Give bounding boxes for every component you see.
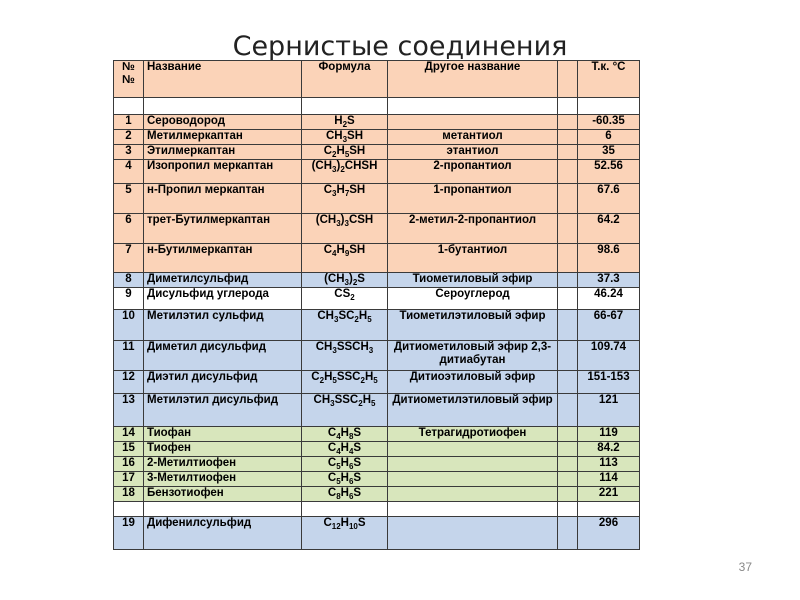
boiling-point-cell: 37.3	[578, 273, 640, 288]
name-cell	[144, 502, 302, 517]
name-cell: Диэтил дисульфид	[144, 371, 302, 394]
boiling-point-cell: 121	[578, 394, 640, 427]
other-name-cell	[388, 115, 558, 130]
other-name-cell	[388, 502, 558, 517]
boiling-point-cell: 66-67	[578, 310, 640, 341]
compounds-table	[113, 60, 640, 550]
name-cell: Тиофен	[144, 442, 302, 457]
other-name-cell: Сероуглерод	[388, 288, 558, 310]
num-cell: 8	[114, 273, 144, 288]
table-row	[114, 273, 640, 288]
spacer-cell	[558, 145, 578, 160]
header-spacer-cell	[558, 61, 578, 98]
formula-cell: $C_{12}H_{10}S$	[302, 517, 388, 550]
other-name-cell: Тиометиловый эфир	[388, 273, 558, 288]
spacer-cell	[558, 472, 578, 487]
formula-cell: $CH_3SC_2H_5$	[302, 310, 388, 341]
name-cell: 3-Метилтиофен	[144, 472, 302, 487]
boiling-point-cell: 109.74	[578, 341, 640, 371]
table-row	[114, 115, 640, 130]
slide-title: Сернистые соединения	[232, 31, 568, 62]
spacer-cell	[558, 371, 578, 394]
table-row	[114, 427, 640, 442]
name-cell: трет-Бутилмеркаптан	[144, 214, 302, 244]
num-cell: 3	[114, 145, 144, 160]
num-cell: 15	[114, 442, 144, 457]
spacer-cell	[558, 160, 578, 184]
other-name-cell: 2-пропантиол	[388, 160, 558, 184]
other-name-cell: Тиометилэтиловый эфир	[388, 310, 558, 341]
table-row	[114, 288, 640, 310]
name-cell: Сероводород	[144, 115, 302, 130]
other-name-cell	[388, 487, 558, 502]
table-row	[114, 214, 640, 244]
formula-cell: $CH_3SH$	[302, 130, 388, 145]
num-cell: 7	[114, 244, 144, 273]
table-row	[114, 184, 640, 214]
formula-cell: $(CH_3)_2CHSH$	[302, 160, 388, 184]
num-cell: 5	[114, 184, 144, 214]
formula-cell: $CS_2$	[302, 288, 388, 310]
spacer-cell	[558, 214, 578, 244]
table-row	[114, 244, 640, 273]
name-cell: Диметил дисульфид	[144, 341, 302, 371]
name-cell: Метилэтил сульфид	[144, 310, 302, 341]
table-row	[114, 394, 640, 427]
table-row	[114, 442, 640, 457]
formula-cell	[302, 502, 388, 517]
num-cell: 9	[114, 288, 144, 310]
num-cell: 12	[114, 371, 144, 394]
formula-cell: $C_5H_6S$	[302, 472, 388, 487]
name-cell: н-Пропил меркаптан	[144, 184, 302, 214]
other-name-cell	[388, 517, 558, 550]
num-cell	[114, 98, 144, 115]
table-row	[114, 517, 640, 550]
num-cell: 11	[114, 341, 144, 371]
name-cell: Метилмеркаптан	[144, 130, 302, 145]
boiling-point-cell: 46.24	[578, 288, 640, 310]
boiling-point-cell: 114	[578, 472, 640, 487]
formula-cell: $C_5H_6S$	[302, 457, 388, 472]
other-name-cell: Дитиометилэтиловый эфир	[388, 394, 558, 427]
boiling-point-cell: 84.2	[578, 442, 640, 457]
formula-cell: $C_4H_9SH$	[302, 244, 388, 273]
other-name-cell: этантиол	[388, 145, 558, 160]
other-name-cell: 2-метил-2-пропантиол	[388, 214, 558, 244]
table-row	[114, 145, 640, 160]
num-cell: 16	[114, 457, 144, 472]
spacer-cell	[558, 517, 578, 550]
spacer-cell	[558, 184, 578, 214]
boiling-point-cell: 52.56	[578, 160, 640, 184]
num-cell: 4	[114, 160, 144, 184]
boiling-point-cell: 98.6	[578, 244, 640, 273]
spacer-cell	[558, 487, 578, 502]
spacer-cell	[558, 273, 578, 288]
other-name-cell: 1-пропантиол	[388, 184, 558, 214]
spacer-cell	[558, 98, 578, 115]
header-name-cell: Название	[144, 61, 302, 98]
boiling-point-cell: 64.2	[578, 214, 640, 244]
other-name-cell	[388, 442, 558, 457]
formula-cell: $(CH_3)_2S$	[302, 273, 388, 288]
num-cell: 19	[114, 517, 144, 550]
name-cell: Тиофан	[144, 427, 302, 442]
boiling-point-cell: 113	[578, 457, 640, 472]
spacer-cell	[558, 341, 578, 371]
name-cell	[144, 98, 302, 115]
other-name-cell: метантиол	[388, 130, 558, 145]
formula-cell: $C_8H_6S$	[302, 487, 388, 502]
num-cell: 1	[114, 115, 144, 130]
name-cell: Бензотиофен	[144, 487, 302, 502]
num-cell: 6	[114, 214, 144, 244]
spacer-cell	[558, 244, 578, 273]
boiling-point-cell: 296	[578, 517, 640, 550]
formula-cell: $CH_3SSCH_3$	[302, 341, 388, 371]
num-cell: 14	[114, 427, 144, 442]
table-row	[114, 341, 640, 371]
other-name-cell: Тетрагидротиофен	[388, 427, 558, 442]
name-cell: Метилэтил дисульфид	[144, 394, 302, 427]
header-other-name-cell: Другое название	[388, 61, 558, 98]
formula-cell: $H_2S$	[302, 115, 388, 130]
name-cell: Изопропил меркаптан	[144, 160, 302, 184]
spacer-cell	[558, 457, 578, 472]
boiling-point-cell	[578, 98, 640, 115]
formula-cell: $(CH_3)_3CSH$	[302, 214, 388, 244]
page-number: 37	[738, 560, 752, 574]
table-row	[114, 487, 640, 502]
num-cell: 18	[114, 487, 144, 502]
header-num-cell: № №	[114, 61, 144, 98]
spacer-cell	[558, 288, 578, 310]
name-cell: Этилмеркаптан	[144, 145, 302, 160]
num-cell: 10	[114, 310, 144, 341]
table-body	[114, 61, 640, 550]
spacer-cell	[558, 502, 578, 517]
other-name-cell	[388, 457, 558, 472]
table-row	[114, 130, 640, 145]
num-cell	[114, 502, 144, 517]
name-cell: Диметилсульфид	[144, 273, 302, 288]
formula-cell: $C_2H_5SSC_2H_5$	[302, 371, 388, 394]
spacer-cell	[558, 310, 578, 341]
spacer-cell	[558, 427, 578, 442]
other-name-cell	[388, 98, 558, 115]
boiling-point-cell: 221	[578, 487, 640, 502]
table-row	[114, 472, 640, 487]
boiling-point-cell: 67.6	[578, 184, 640, 214]
other-name-cell	[388, 472, 558, 487]
name-cell: н-Бутилмеркаптан	[144, 244, 302, 273]
boiling-point-cell	[578, 502, 640, 517]
spacer-cell	[558, 442, 578, 457]
formula-cell: $C_4H_4S$	[302, 442, 388, 457]
table-row	[114, 457, 640, 472]
spacer-cell	[558, 115, 578, 130]
other-name-cell: Дитиометиловый эфир 2,3-дитиабутан	[388, 341, 558, 371]
formula-cell: $CH_3SSC_2H_5$	[302, 394, 388, 427]
num-cell: 2	[114, 130, 144, 145]
boiling-point-cell: -60.35	[578, 115, 640, 130]
table-row	[114, 310, 640, 341]
formula-cell: $C_4H_8S$	[302, 427, 388, 442]
formula-cell: $C_2H_5SH$	[302, 145, 388, 160]
table-row	[114, 160, 640, 184]
spacer-cell	[558, 394, 578, 427]
header-formula-cell: Формула	[302, 61, 388, 98]
boiling-point-cell: 35	[578, 145, 640, 160]
name-cell: 2-Метилтиофен	[144, 457, 302, 472]
table-header-row	[114, 61, 640, 98]
other-name-cell: Дитиоэтиловый эфир	[388, 371, 558, 394]
boiling-point-cell: 119	[578, 427, 640, 442]
boiling-point-cell: 6	[578, 130, 640, 145]
formula-cell: $C_3H_7SH$	[302, 184, 388, 214]
table-row	[114, 371, 640, 394]
name-cell: Дифенилсульфид	[144, 517, 302, 550]
num-cell: 13	[114, 394, 144, 427]
boiling-point-cell: 151-153	[578, 371, 640, 394]
header-boiling-point-cell: Т.к. °С	[578, 61, 640, 98]
table-row	[114, 98, 640, 115]
other-name-cell: 1-бутантиол	[388, 244, 558, 273]
formula-cell	[302, 98, 388, 115]
spacer-cell	[558, 130, 578, 145]
name-cell: Дисульфид углерода	[144, 288, 302, 310]
num-cell: 17	[114, 472, 144, 487]
table-row	[114, 502, 640, 517]
